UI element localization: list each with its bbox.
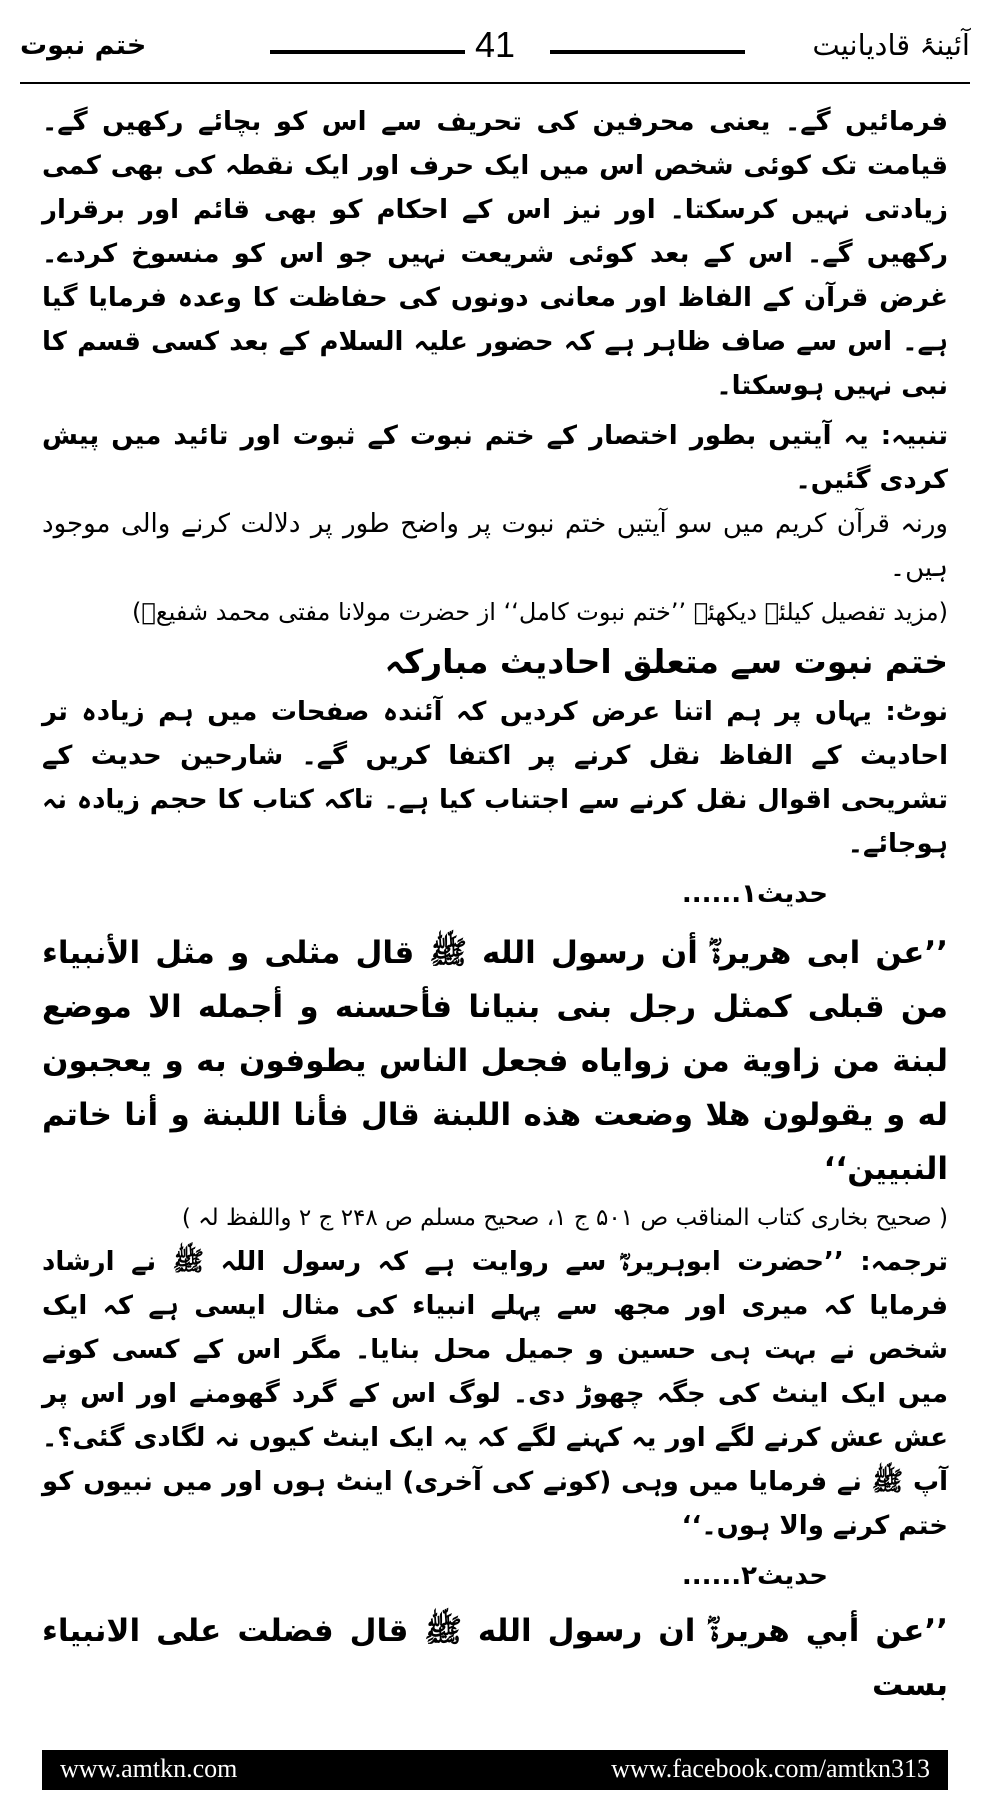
hadith-1-label: حدیث۱...... (681, 879, 828, 909)
paragraph-quran-preservation: فرمائیں گے۔ یعنی محرفین کی تحریف سے اس کو بچائے رکھیں گے۔ قیامت تک کوئی شخص اس میں ایک حرف اور ایک نقطہ کی بھی کمی زیادتی نہیں کرسکتا۔ اور نیز اس کے احکام کو بھی قائم اور برقرار رکھیں گے۔ اس کے بعد کوئی شریعت نہیں جو اس کو منسوخ کردے۔ غرض قرآن کے الفاظ اور معانی دونوں کی حفاظت کا وعدہ فرمایا گیا ہے۔ اس سے صاف ظاہر ہے کہ حضور علیہ السلام کے بعد کسی قسم کا نبی نہیں ہوسکتا۔ (42, 107, 948, 401)
section-heading: ختم نبوت سے متعلق احادیث مبارکہ (384, 642, 948, 681)
hadith-1-reference: ( صحیح بخاری کتاب المناقب ص ۵۰۱ ج ۱، صحیح مسلم ص ۲۴۸ ج ۲ واللفظ لہ ) (181, 1205, 948, 1231)
hadith-1-arabic-text: ’’عن ابی هريرةؓ أن رسول الله ﷺ قال مثلی و مثل الأنبياء من قبلی كمثل رجل بنى بنيانا فأحسنه و أجمله الا موضع لبنة من زاوية من زواياه فجعل الناس يطوفون به و يعجبون له و يقولون هلا وضعت هذه اللبنة قال فأنا اللبنة و أنا خاتم النبيين‘‘ (42, 935, 948, 1187)
hadith-2-label: حدیث۲...... (681, 1561, 828, 1591)
facebook-link[interactable]: www.facebook.com/amtkn313 (611, 1754, 930, 1783)
hadith-2-arabic-text: ’’عن أبي هريرةؓ ان رسول الله ﷺ قال فضلت على الانبياء بست (42, 1613, 948, 1703)
book-title: آئینۂ قادیانیت (812, 28, 970, 62)
header-underline (20, 82, 970, 84)
page-header (20, 24, 970, 84)
page-footer (42, 1750, 948, 1790)
header-rule-right (550, 50, 745, 54)
paragraph-tanbih: تنبیہ: یہ آیتیں بطور اختصار کے ختم نبوت کے ثبوت اور تائید میں پیش کردی گئیں۔ (42, 421, 948, 495)
paragraph-hundred-verses: ورنہ قرآن کریم میں سو آیتیں ختم نبوت پر واضح طور پر دلالت کرنے والی موجود ہیں۔ (42, 509, 948, 583)
hadith-1-translation: ترجمہ: ’’حضرت ابوہریرہؓ سے روایت ہے کہ رسول اللہ ﷺ نے ارشاد فرمایا کہ میری اور مجھ سے پہلے انبیاء کی مثال ایسی ہے کہ ایک شخص نے بہت ہی حسین و جمیل محل بنایا۔ مگر اس کے کسی کونے میں ایک اینٹ کی جگہ چھوڑ دی۔ لوگ اس کے گرد گھومنے اور اس پر عش عش کرنے لگے اور یہ کہنے لگے کہ یہ ایک اینٹ کیوں نہ لگادی گئی؟۔ آپ ﷺ نے فرمایا میں وہی (کونے کی آخری) اینٹ ہوں اور میں نبیوں کو ختم کرنے والا ہوں۔‘‘ (42, 1247, 948, 1541)
website-link[interactable]: www.amtkn.com (60, 1754, 238, 1783)
page-number: 41 (474, 24, 516, 65)
further-reading-reference: (مزید تفصیل کیلئے دیکھئے ’’ختم نبوت کامل‘‘ از حضرت مولانا مفتی محمد شفیعؒ) (132, 598, 948, 626)
note-paragraph: نوٹ: یہاں پر ہم اتنا عرض کردیں کہ آئندہ صفحات میں ہم زیادہ تر احادیث کے الفاظ نقل کرنے پر اکتفا کریں گے۔ شارحین حدیث کے تشریحی اقوال نقل کرنے سے اجتناب کیا ہے۔ تاکہ کتاب کا حجم زیادہ نہ ہوجائے۔ (42, 697, 948, 859)
page-body (42, 100, 948, 1712)
book-section-title: ختم نبوت (20, 30, 147, 61)
